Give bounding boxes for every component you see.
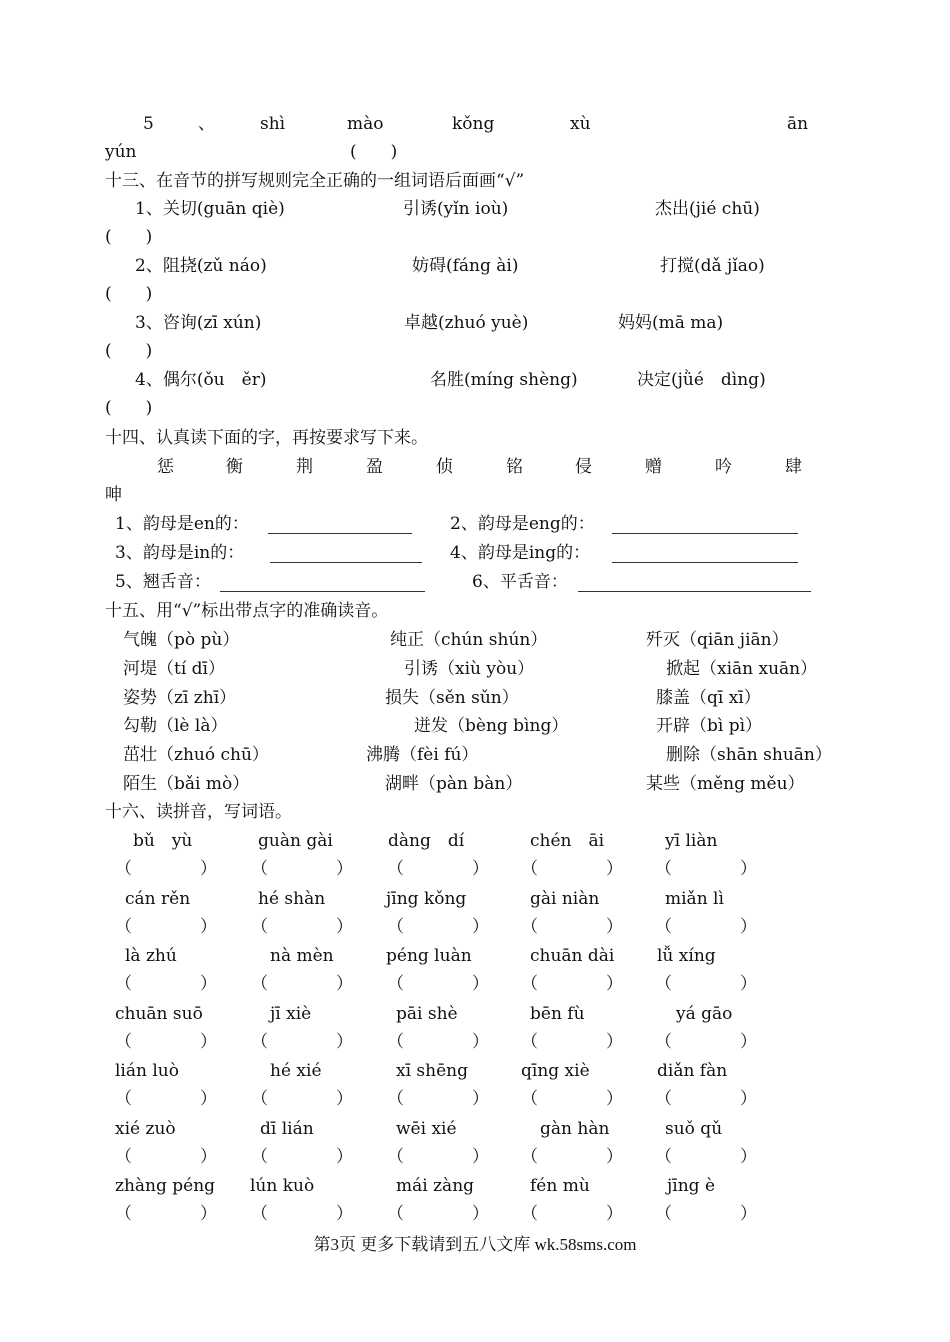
answer-paren[interactable]: （ ）: [521, 1089, 623, 1109]
q16-pinyin: jī xiè: [270, 1003, 312, 1024]
q16-pinyin: yá gāo: [676, 1003, 733, 1024]
q13-word: 名胜(míng shèng): [430, 370, 578, 390]
answer-line[interactable]: [612, 533, 798, 534]
q16-pinyin: dàng dí: [388, 831, 465, 851]
q15-item[interactable]: 气魄（pò pù）: [123, 630, 240, 650]
q16-pinyin: dī lián: [260, 1118, 314, 1139]
q16-pinyin: pāi shè: [396, 1003, 458, 1024]
q16-pinyin: wēi xié: [396, 1118, 457, 1139]
q16-pinyin: jīng è: [667, 1176, 716, 1196]
q16-pinyin: guàn gài: [258, 831, 333, 851]
q16-pinyin: zhàng péng: [115, 1176, 216, 1196]
answer-paren[interactable]: （ ）: [521, 859, 623, 879]
q15-item[interactable]: 开辟（bì pì）: [656, 716, 763, 736]
q15-title: 十五、用“√”标出带点字的准确读音。: [105, 601, 389, 621]
q14-char: 赠: [645, 457, 662, 477]
q15-item[interactable]: 某些（měng měu）: [646, 774, 805, 794]
q16-pinyin: qīng xiè: [521, 1061, 590, 1081]
q12-item-number: 5: [143, 114, 154, 134]
answer-line[interactable]: [612, 562, 798, 563]
q14-prompt: 5、翘舌音：: [115, 572, 211, 592]
q14-char: 衡: [226, 457, 243, 477]
q15-item[interactable]: 纯正（chún shún）: [390, 630, 548, 650]
q16-title: 十六、读拼音，写词语。: [105, 802, 292, 822]
q15-item[interactable]: 迸发（bèng bìng）: [414, 716, 569, 736]
q16-pinyin: miǎn lì: [665, 888, 724, 909]
q13-word: 3、咨询(zī xún): [135, 313, 262, 333]
answer-paren[interactable]: （ ）: [655, 974, 757, 994]
q16-pinyin: gàn hàn: [540, 1118, 610, 1139]
q16-pinyin: hé xié: [270, 1061, 322, 1081]
answer-paren[interactable]: （ ）: [115, 1146, 217, 1167]
q14-prompt: 4、韵母是ing的：: [450, 543, 591, 563]
answer-paren[interactable]: （ ）: [115, 859, 217, 879]
page-footer: 第3页 更多下载请到五八文库 wk.58sms.com: [313, 1235, 637, 1254]
answer-line[interactable]: [578, 591, 811, 592]
q16-pinyin: jīng kǒng: [386, 888, 467, 909]
q14-prompt: 2、韵母是eng的：: [450, 514, 595, 534]
q16-pinyin: lián luò: [115, 1061, 179, 1081]
q15-item[interactable]: 勾勒（lè là）: [123, 716, 228, 736]
answer-paren[interactable]: （ ）: [521, 1146, 623, 1167]
q16-pinyin: lún kuò: [250, 1176, 315, 1196]
q15-item[interactable]: 河堤（tí dī）: [123, 659, 225, 679]
q12-syllable: xù: [570, 114, 591, 134]
q14-char: 呻: [105, 485, 122, 505]
answer-paren[interactable]: （ ）: [521, 1204, 623, 1224]
answer-paren[interactable]: （ ）: [655, 1031, 757, 1052]
q16-pinyin: nà mèn: [270, 946, 334, 966]
answer-paren[interactable]: （ ）: [387, 859, 489, 879]
q13-word: 打搅(dǎ jǐao): [660, 256, 765, 276]
q12-syllable: shì: [260, 114, 286, 134]
q15-item[interactable]: 姿势（zī zhī）: [123, 688, 237, 708]
answer-paren[interactable]: ( ): [105, 398, 153, 418]
answer-paren[interactable]: （ ）: [115, 974, 217, 994]
q16-pinyin: là zhú: [125, 946, 177, 966]
q14-prompt: 1、韵母是en的：: [115, 514, 249, 534]
answer-paren[interactable]: （ ）: [655, 1204, 757, 1224]
q16-pinyin: xié zuò: [115, 1118, 176, 1139]
q13-word: 妈妈(mā ma): [618, 313, 724, 333]
q12-item-separator: 、: [198, 114, 215, 134]
q15-item[interactable]: 引诱（xiù yòu）: [404, 659, 535, 679]
q12-syllable: ān: [787, 114, 809, 134]
answer-paren[interactable]: （ ）: [387, 1031, 489, 1052]
q16-pinyin: mái zàng: [396, 1176, 475, 1196]
q12-syllable: yún: [105, 142, 137, 162]
answer-paren[interactable]: （ ）: [115, 1031, 217, 1052]
answer-paren[interactable]: （ ）: [521, 916, 623, 937]
q14-char: 惩: [157, 457, 174, 477]
q16-pinyin: gài niàn: [530, 888, 600, 909]
answer-line[interactable]: [268, 533, 412, 534]
q16-pinyin: chuān suō: [115, 1003, 203, 1024]
answer-paren[interactable]: （ ）: [251, 859, 353, 879]
q13-title: 十三、在音节的拼写规则完全正确的一组词语后面画“√”: [105, 171, 525, 191]
q14-prompt: 3、韵母是in的：: [115, 543, 245, 563]
q16-pinyin: chén āi: [530, 831, 605, 851]
q16-pinyin: fén mù: [530, 1176, 590, 1196]
q14-char: 铭: [506, 457, 523, 477]
answer-paren[interactable]: （ ）: [521, 974, 623, 994]
answer-paren[interactable]: （ ）: [251, 1089, 353, 1109]
answer-paren[interactable]: （ ）: [115, 916, 217, 937]
q13-word: 2、阻挠(zǔ náo): [135, 256, 267, 276]
q15-item[interactable]: 删除（shān shuān）: [666, 745, 832, 765]
answer-paren[interactable]: ( ): [105, 341, 153, 361]
q16-pinyin: lǚ xíng: [657, 946, 716, 966]
q15-item[interactable]: 陌生（bǎi mò）: [123, 774, 250, 794]
answer-paren[interactable]: （ ）: [387, 916, 489, 937]
q16-pinyin: suǒ qǔ: [665, 1118, 723, 1139]
q13-word: 杰出(jié chū): [655, 199, 760, 219]
answer-paren[interactable]: （ ）: [115, 1089, 217, 1109]
answer-line[interactable]: [270, 562, 422, 563]
answer-paren[interactable]: （ ）: [251, 916, 353, 937]
q14-char: 荆: [296, 457, 313, 477]
answer-paren[interactable]: ( ): [350, 142, 398, 162]
answer-paren[interactable]: （ ）: [387, 1204, 489, 1224]
q14-char: 肆: [785, 457, 802, 477]
answer-paren[interactable]: （ ）: [521, 1031, 623, 1052]
q15-item[interactable]: 膝盖（qī xī）: [656, 688, 761, 708]
q16-pinyin: yī liàn: [665, 831, 718, 851]
q15-item[interactable]: 茁壮（zhuó chū）: [123, 745, 269, 765]
answer-paren[interactable]: （ ）: [251, 1031, 353, 1052]
q15-item[interactable]: 掀起（xiān xuān）: [666, 659, 818, 679]
q13-word: 卓越(zhuó yuè): [404, 313, 529, 333]
q16-pinyin: chuān dài: [530, 946, 615, 966]
q16-pinyin: bǔ yù: [133, 831, 193, 851]
answer-paren[interactable]: （ ）: [655, 916, 757, 937]
answer-paren[interactable]: （ ）: [387, 974, 489, 994]
q13-word: 4、偶尔(ǒu ěr): [135, 370, 267, 390]
q14-title: 十四、认真读下面的字，再按要求写下来。: [105, 428, 428, 448]
q13-word: 1、关切(guān qiè): [135, 199, 285, 219]
q16-pinyin: péng luàn: [386, 946, 472, 966]
q13-word: 妨碍(fáng ài): [412, 256, 519, 276]
q14-char: 侵: [575, 457, 592, 477]
answer-paren[interactable]: （ ）: [251, 1204, 353, 1224]
answer-paren[interactable]: （ ）: [387, 1089, 489, 1109]
q16-pinyin: bēn fù: [530, 1003, 585, 1024]
q13-word: 决定(jǜé dìng): [637, 370, 766, 390]
answer-paren[interactable]: ( ): [105, 284, 153, 304]
q15-item[interactable]: 湖畔（pàn bàn）: [385, 774, 523, 794]
answer-line[interactable]: [220, 591, 425, 592]
q14-prompt: 6、平舌音：: [472, 572, 568, 592]
q16-pinyin: xī shēng: [396, 1061, 468, 1081]
q15-item[interactable]: 损失（sěn sǔn）: [385, 688, 519, 708]
answer-paren[interactable]: （ ）: [251, 974, 353, 994]
answer-paren[interactable]: （ ）: [655, 1146, 757, 1167]
answer-paren[interactable]: （ ）: [387, 1146, 489, 1167]
q13-word: 引诱(yǐn ioù): [403, 199, 509, 219]
q12-syllable: kǒng: [452, 114, 495, 134]
answer-paren[interactable]: （ ）: [251, 1146, 353, 1167]
q15-item[interactable]: 歼灭（qiān jiān）: [646, 630, 789, 650]
answer-paren[interactable]: （ ）: [655, 1089, 757, 1109]
q16-pinyin: cán rěn: [125, 888, 191, 909]
q14-char: 侦: [436, 457, 453, 477]
q14-char: 吟: [715, 457, 732, 477]
q14-char: 盈: [366, 457, 383, 477]
q12-syllable: mào: [347, 114, 384, 134]
answer-paren[interactable]: ( ): [105, 227, 153, 247]
answer-paren[interactable]: （ ）: [115, 1204, 217, 1224]
q16-pinyin: hé shàn: [258, 888, 326, 909]
answer-paren[interactable]: （ ）: [655, 859, 757, 879]
q15-item[interactable]: 沸腾（fèi fú）: [366, 745, 479, 765]
q16-pinyin: diǎn fàn: [657, 1061, 728, 1081]
